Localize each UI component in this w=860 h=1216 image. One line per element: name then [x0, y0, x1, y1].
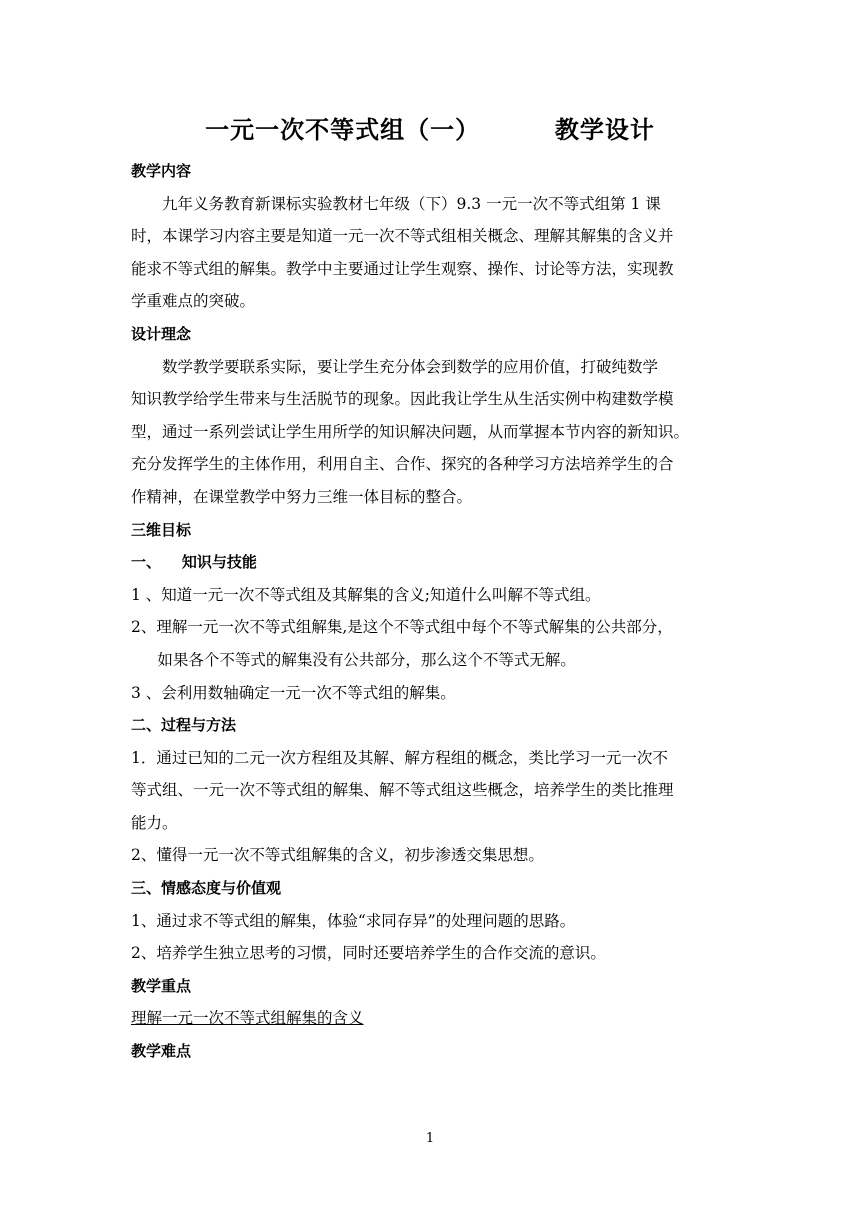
design-concept-line: 数学教学要联系实际，要让学生充分体会到数学的应用价值，打破纯数学: [162, 357, 659, 376]
knowledge-item-3: 3 、会利用数轴确定一元一次不等式组的解集。: [131, 683, 456, 702]
heading-process-methods: 二、过程与方法: [131, 716, 237, 735]
heading-teaching-focus: 教学重点: [131, 976, 192, 995]
teaching-content-line: 时，本课学习内容主要是知道一元一次不等式组相关概念、理解其解集的含义并: [131, 227, 674, 246]
document-title: 一元一次不等式组（一） 教学设计: [205, 116, 655, 144]
design-concept-line: 型，通过一系列尝试让学生用所学的知识解决问题，从而掌握本节内容的新知识。: [131, 422, 690, 441]
teaching-content-line: 能求不等式组的解集。教学中主要通过让学生观察、操作、讨论等方法，实现教: [131, 259, 674, 278]
teaching-content-line: 学重难点的突破。: [131, 292, 256, 311]
process-item-1-line: 能力。: [131, 813, 178, 832]
design-concept-line: 作精神，在课堂教学中努力三维一体目标的整合。: [131, 487, 473, 506]
heading-design-concept: 设计理念: [131, 324, 192, 343]
emotion-item-2: 2、培养学生独立思考的习惯，同时还要培养学生的合作交流的意识。: [131, 944, 606, 963]
heading-teaching-content: 教学内容: [131, 162, 192, 180]
design-concept-line: 充分发挥学生的主体作用，利用自主、合作、探究的各种学习方法培养学生的合: [131, 455, 674, 474]
heading-teaching-difficulty: 教学难点: [131, 1042, 192, 1061]
teaching-content-line: 九年义务教育新课标实验教材七年级（下）9.3 一元一次不等式组第 1 课: [162, 194, 661, 213]
knowledge-item-1: 1 、知道一元一次不等式组及其解集的含义;知道什么叫解不等式组。: [131, 585, 601, 604]
teaching-focus-text: 理解一元一次不等式组解集的含义: [131, 1009, 364, 1028]
knowledge-item-2-continued: 如果各个不等式的解集没有公共部分，那么这个不等式无解。: [157, 650, 576, 669]
design-concept-line: 知识教学给学生带来与生活脱节的现象。因此我让学生从生活实例中构建数学模: [131, 390, 674, 409]
emotion-item-1: 1、通过求不等式组的解集，体验“求同存异”的处理问题的思路。: [131, 911, 576, 930]
heading-emotion-values: 三、情感态度与价值观: [131, 879, 282, 898]
heading-three-dimensional-goals: 三维目标: [131, 520, 192, 539]
heading-knowledge-skills: 一、 知识与技能: [131, 553, 257, 572]
process-item-1-line: 等式组、一元一次不等式组的解集、解不等式组这些概念，培养学生的类比推理: [131, 781, 674, 800]
page-number: 1: [425, 1131, 435, 1146]
process-item-1-line: 1．通过已知的二元一次方程组及其解、解方程组的概念，类比学习一元一次不: [131, 748, 668, 767]
process-item-2: 2、懂得一元一次不等式组解集的含义，初步渗透交集思想。: [131, 846, 544, 865]
document-body: [131, 155, 731, 1068]
knowledge-item-2: 2、理解一元一次不等式组解集,是这个不等式组中每个不等式解集的公共部分，: [131, 618, 673, 637]
